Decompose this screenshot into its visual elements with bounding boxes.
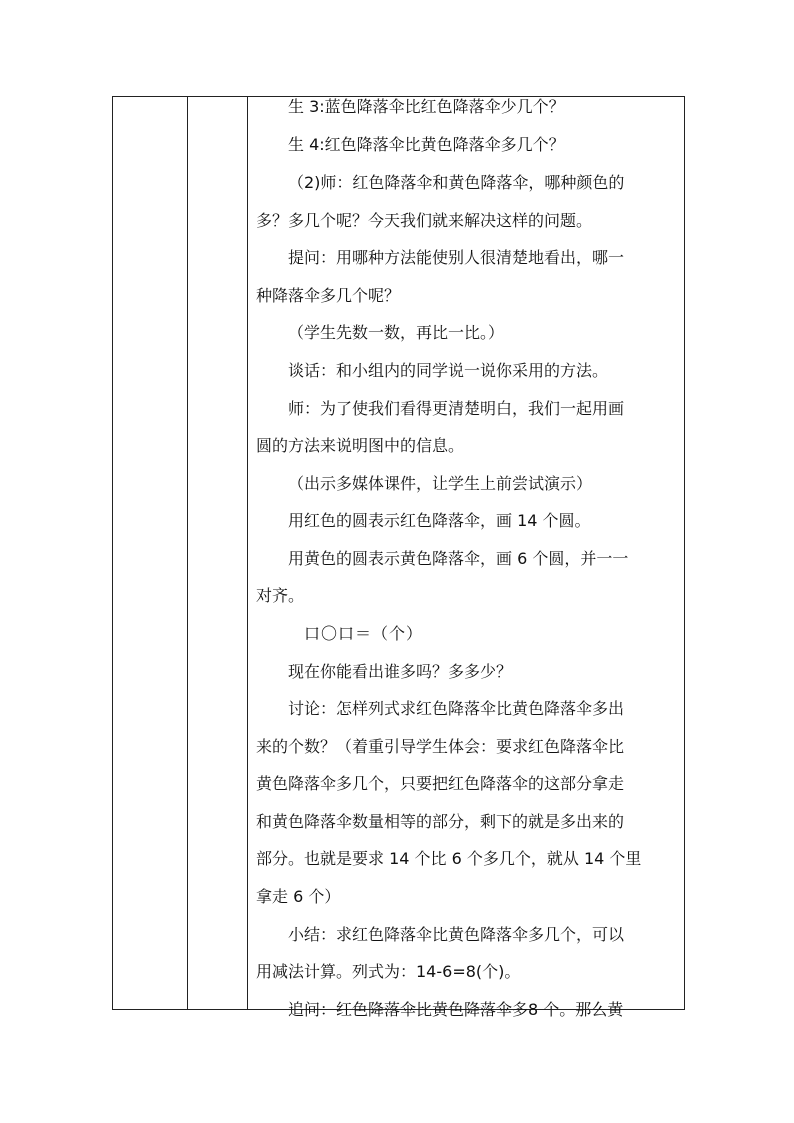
text-line: 部分。也就是要求 14 个比 6 个多几个，就从 14 个里 [256, 849, 642, 868]
text-line: 小结：求红色降落伞比黄色降落伞多几个，可以 [288, 925, 625, 944]
text-line: 圆的方法来说明图中的信息。 [256, 436, 465, 455]
text-line: 多？多几个呢？今天我们就来解决这样的问题。 [256, 211, 593, 230]
text-line: 师：为了使我们看得更清楚明白，我们一起用画 [288, 399, 625, 418]
text-line: 提问：用哪种方法能使别人很清楚地看出，哪一 [288, 248, 625, 267]
table-divider-1 [187, 97, 188, 1009]
text-line: 谈话：和小组内的同学说一说你采用的方法。 [288, 361, 609, 380]
text-line: 用减法计算。列式为：14-6=8(个)。 [256, 962, 521, 981]
text-line: 追问：红色降落伞比黄色降落伞多8 个。那么黄 [288, 1000, 624, 1019]
text-line: 和黄色降落伞数量相等的部分，剩下的就是多出来的 [256, 812, 625, 831]
text-line: （学生先数一数，再比一比。） [288, 323, 505, 342]
text-line: （2)师：红色降落伞和黄色降落伞，哪种颜色的 [288, 173, 625, 192]
text-line: 黄色降落伞多几个，只要把红色降落伞的这部分拿走 [256, 774, 625, 793]
text-line: 拿走 6 个） [256, 887, 341, 906]
text-line: （出示多媒体课件，让学生上前尝试演示） [288, 474, 593, 493]
equation-placeholder: 口〇口＝（个） [304, 624, 424, 643]
lesson-table [112, 96, 685, 1019]
text-line: 现在你能看出谁多吗？多多少？ [288, 662, 513, 681]
text-line: 用红色的圆表示红色降落伞，画 14 个圆。 [288, 511, 591, 530]
text-line: 来的个数？（着重引导学生体会：要求红色降落伞比 [256, 737, 625, 756]
text-line: 对齐。 [256, 586, 305, 605]
text-line: 用黄色的圆表示黄色降落伞，画 6 个圆，并一一 [288, 549, 629, 568]
text-line: 生 4:红色降落伞比黄色降落伞多几个？ [288, 135, 565, 154]
text-line: 生 3:蓝色降落伞比红色降落伞少几个？ [288, 97, 565, 116]
table-divider-2 [247, 97, 248, 1009]
text-line: 种降落伞多几个呢？ [256, 286, 401, 305]
text-line: 讨论：怎样列式求红色降落伞比黄色降落伞多出 [288, 699, 625, 718]
